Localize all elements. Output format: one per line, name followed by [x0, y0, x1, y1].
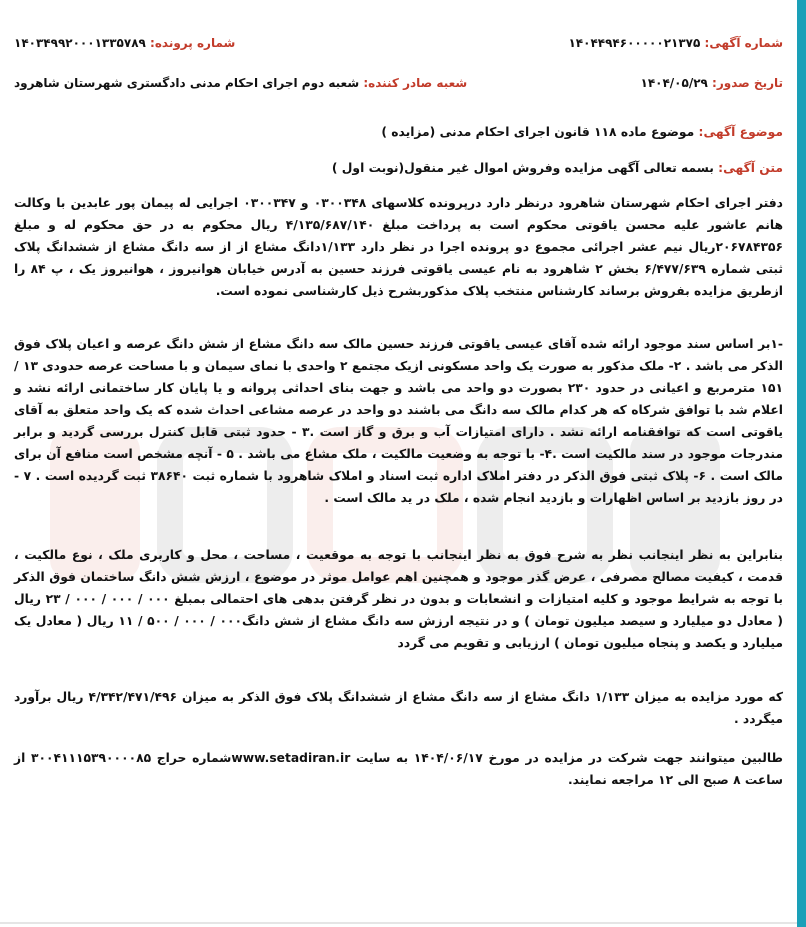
text-title-line: [14, 157, 783, 179]
issuer-value: شعبه دوم اجرای احکام مدنی دادگستری شهرستان شاهرود: [14, 76, 360, 90]
text-label: متن آگهی:: [718, 161, 783, 175]
issue-date-value: ۱۴۰۴/۰۵/۲۹: [640, 76, 708, 90]
paragraph-3: بنابراین به نظر اینجانب نظر به شرح فوق به نظر اینجانب با توجه به موقعیت ، مساحت ، محل و کاربری ملک ، نوع مالکیت ، قدمت ، کیفیت مصالح مصرفی ، عرض گذر موجود و همچنین اهم عوامل موثر در موضوع ، ارزش شش دانگ ساختمان فوق الذکر با توجه به شرایط موجود و کلیه امتیازات و انشعابات و بدون در نظر گرفتن بدهی های احتمالی بمبلغ ۰۰۰ / ۰۰۰ / ۰۰۰ / ۲۳ ریال ( معادل دو میلیارد و سیصد میلیون تومان ) و در نتیجه ارزش سه دانگ مشاع از شش دانگ۰۰۰ / ۰۰۰ / ۵۰۰ / ۱۱ ریال ( معادل یک میلیارد و یکصد و پنجاه میلیون تومان ) ارزیابی و تقویم می گردد: [14, 548, 783, 650]
paragraph-2: -۱بر اساس سند موجود ارائه شده آقای عیسی یاقوتی فرزند حسین مالک سه دانگ مشاع از شش دانگ عرصه و اعیان پلاک فوق الذکر می باشد . ۲- ملک مذکور به صورت یک واحد مسکونی ازیک مجتمع ۲ واحدی با نمای سیمان و با مساحت عرصه حدودی ۱۳ / ۱۵۱ مترمربع و اعیانی در حدود ۲۳۰ بصورت دو واحد می باشد و جهت بنای احداثی پروانه و یا پایان کار ساختمانی ارائه نشد و اعلام شد با توافق شرکاه که هر کدام مالک سه دانگ می باشند دو واحد در عرصه مشاعی احداث شده که یک واحد متعلق به آقای یاقوتی است که توافقنامه ارائه نشد . دارای امتیازات آب و برق و گاز است .۳ - حدود ثبتی قابل کنترل بررسی گردید و برابر مندرجات موجود در سند مالکیت است .۴- با توجه به وضعیت مالکیت ، ملک مشاع می باشد . ۵ - آنچه مشخص است منافع آن برای مالک است . ۶- پلاک ثبتی فوق الذکر در دفتر املاک اداره ثبت اسناد و املاک شاهرود با شماره ثبت ۳۸۶۴۰ ثبت گردیده است . ۷ - در روز بازدید بر اساس اظهارات و بازدید انجام شده ، ملک در ید مالک است .: [14, 337, 784, 505]
case-number-label: شماره پرونده:: [150, 36, 236, 50]
subject-label: موضوع آگهی:: [698, 125, 783, 139]
paragraph-4: که مورد مزایده به میزان ۱/۱۳۳ دانگ مشاع از سه دانگ مشاع از ششدانگ پلاک فوق الذکر به میزان ۴/۳۴۲/۴۷۱/۴۹۶ ریال برآورد میگردد .: [14, 690, 783, 726]
window-edge-accent-bar: [797, 0, 806, 927]
paragraph-5-end: شماره حراج ۳۰۰۴۱۱۱۵۳۹۰۰۰۰۸۵ از ساعت ۸ صبح الی ۱۲ مراجعه نمایند.: [14, 751, 783, 787]
meta-row-numbers: [14, 36, 783, 50]
bottom-divider: [0, 922, 797, 924]
paragraph-1: دفتر اجرای احکام شهرستان شاهرود درنظر دارد درپرونده کلاسهای ۰۳۰۰۳۴۸ و ۰۳۰۰۳۴۷ اجرایی له پیمان پور عابدین با وکالت هانم عاشور علیه محسن یاقوتی محکوم است به پرداخت مبلغ ۴/۱۳۵/۶۸۷/۱۴۰ ریال محکوم به در حق محکوم له و مبلغ ۲۰۶۷۸۴۳۵۶ریال نیم عشر اجرائی مجموع دو پرونده اجرا در نظر دارد ۱/۱۳۳دانگ مشاع از از سه دانگ مشاع از ششدانگ پلاک ثبتی شماره ۶/۴۷۷/۶۳۹ بخش ۲ شاهرود به نام عیسی یاقوتی فرزند حسین به آدرس خیابان هوانیروز ، هوانیروز یک ، پ ۸۴ را ازطریق مزایده بفروش برساند کارشناس منتخب پلاک مذکوربشرح ذیل کارشناسی نموده است.: [14, 196, 784, 298]
case-number-field: [14, 36, 235, 50]
subject-value: موضوع ماده ۱۱۸ قانون اجرای احکام مدنی (مزایده ): [381, 125, 695, 139]
issue-date-field: [641, 76, 784, 90]
case-number-value: ۱۴۰۳۴۹۹۲۰۰۰۱۳۳۵۷۸۹: [14, 36, 146, 50]
issue-date-label: تاریخ صدور:: [712, 76, 783, 90]
notice-number-field: [568, 36, 783, 50]
issuer-field: [14, 76, 467, 90]
text-title: بسمه تعالی آگهی مزایده وفروش اموال غیر منقول(نوبت اول ): [331, 161, 714, 175]
issuer-label: شعبه صادر کننده:: [363, 76, 468, 90]
subject-line: [14, 121, 783, 143]
meta-row-date-issuer: [14, 76, 783, 90]
setadiran-link[interactable]: www.setadiran.ir: [231, 751, 351, 765]
notice-number-label: شماره آگهی:: [704, 36, 783, 50]
paragraph-5-start: طالبین میتوانند جهت شرکت در مزایده در مورخ ۱۴۰۴/۰۶/۱۷ به سایت: [350, 751, 784, 765]
paragraph-5: [14, 747, 783, 791]
notice-number-value: ۱۴۰۴۴۹۴۶۰۰۰۰۰۲۱۳۷۵: [568, 36, 701, 50]
